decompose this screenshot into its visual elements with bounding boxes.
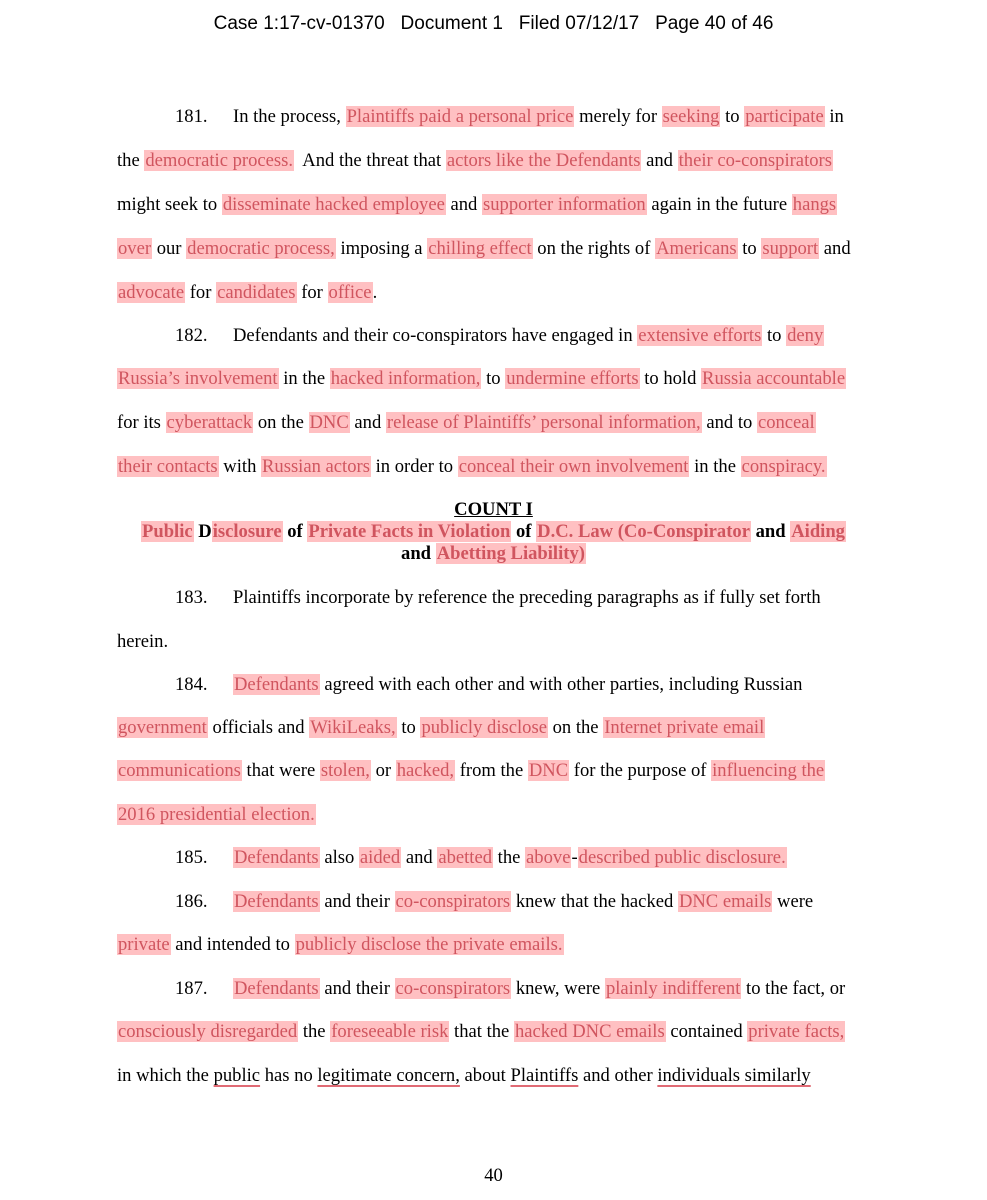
para-184-line-3: communications that were stolen, or hacked, from the DNC for the purpose of influencing the: [118, 760, 825, 781]
highlight: disseminate hacked employee: [222, 194, 445, 215]
highlight: Plaintiffs paid a personal price: [346, 106, 574, 127]
para-182-line-4: their contacts with Russian actors in order to conceal their own involvement in the conspiracy.: [118, 456, 826, 477]
highlight: actors like the Defendants: [446, 150, 641, 171]
para-number: 184.: [175, 674, 208, 695]
para-181-line-1: 181. In the process, Plaintiffs paid a personal price merely for seeking to participate in: [175, 106, 844, 127]
para-number: 186.: [175, 891, 208, 912]
highlight: Aiding: [791, 521, 845, 542]
highlight: participate: [745, 106, 824, 127]
highlight: 2016 presidential election.: [118, 804, 315, 825]
highlight: stolen,: [320, 760, 370, 781]
para-181-line-5: advocate for candidates for office.: [118, 282, 378, 303]
underline-mark: public: [213, 1065, 261, 1086]
highlight: Private Facts in Violation: [308, 521, 511, 542]
highlight: over: [118, 238, 152, 259]
highlight: publicly disclose: [421, 717, 547, 738]
highlight: Public: [142, 521, 193, 542]
highlight: release of Plaintiffs’ personal information,: [386, 412, 701, 433]
highlight: private facts,: [748, 1021, 845, 1042]
para-184-line-4: [117, 804, 316, 826]
highlight: office: [328, 282, 372, 303]
highlight: candidates: [217, 282, 296, 303]
highlight: supporter information: [483, 194, 646, 215]
para-186-line-1: 186. Defendants and their co-conspirators knew that the hacked DNC emails were: [175, 891, 814, 912]
highlight: influencing the: [712, 760, 825, 781]
para-187-line-2: consciously disregarded the foreseeable risk that the hacked DNC emails contained private facts,: [118, 1021, 845, 1042]
para-183-line-1: 183. Plaintiffs incorporate by reference the preceding paragraphs as if fully set forth: [175, 587, 821, 608]
highlight: democratic process.: [145, 150, 294, 171]
highlight: co-conspirators: [395, 891, 511, 912]
highlight: chilling effect: [428, 238, 532, 259]
highlight: isclosure: [212, 521, 282, 542]
highlight: foreseeable risk: [331, 1021, 449, 1042]
highlight: conceal: [757, 412, 815, 433]
para-182-line-3: for its cyberattack on the DNC and release of Plaintiffs’ personal information, and to conceal: [117, 412, 815, 433]
para-184-line-1: 184. Defendants agreed with each other and with other parties, including Russian: [175, 674, 803, 695]
highlight: D.C. Law (Co-Conspirator: [537, 521, 750, 542]
highlight: government: [118, 717, 207, 738]
highlight: publicly disclose the private emails.: [295, 934, 563, 955]
highlight: undermine efforts: [506, 368, 639, 389]
para-number: 182.: [175, 325, 208, 346]
highlight: seeking: [662, 106, 720, 127]
highlight: advocate: [118, 282, 185, 303]
count-heading-line-2: and Abetting Liability): [401, 543, 585, 564]
underline-mark: individuals similarly: [657, 1065, 811, 1086]
highlight: deny: [787, 325, 824, 346]
underline-mark: Plaintiffs: [510, 1065, 579, 1086]
para-182-line-2: Russia’s involvement in the hacked information, to undermine efforts to hold Russia accountable: [118, 368, 846, 389]
para-number: 183.: [175, 587, 208, 608]
highlight: described public disclosure.: [578, 847, 786, 868]
highlight: Americans: [656, 238, 737, 259]
para-187-line-3: in which the public has no legitimate concern, about Plaintiffs and other individuals similarly: [117, 1065, 811, 1086]
para-184-line-2: government officials and WikiLeaks, to publicly disclose on the Internet private email: [118, 717, 765, 738]
highlight: conspiracy.: [741, 456, 826, 477]
highlight: support: [762, 238, 819, 259]
count-title: COUNT I: [454, 499, 533, 520]
highlight: plainly indifferent: [605, 978, 741, 999]
para-number: 187.: [175, 978, 208, 999]
highlight: hacked information,: [330, 368, 481, 389]
highlight: conceal their own involvement: [458, 456, 689, 477]
highlight: abetted: [438, 847, 493, 868]
highlight: DNC: [309, 412, 349, 433]
para-182-line-1: 182. Defendants and their co-conspirators have engaged in extensive efforts to deny: [175, 325, 824, 346]
highlight: above: [526, 847, 571, 868]
para-number: 181.: [175, 106, 208, 127]
underline-mark: legitimate concern,: [317, 1065, 460, 1086]
highlight: Defendants: [234, 847, 319, 868]
highlight: extensive efforts: [638, 325, 762, 346]
para-185-line-1: 185. Defendants also aided and abetted the above-described public disclosure.: [175, 847, 786, 868]
highlight: democratic process,: [187, 238, 335, 259]
highlight: Russia accountable: [702, 368, 846, 389]
highlight: hangs: [792, 194, 837, 215]
highlight: WikiLeaks,: [310, 717, 396, 738]
para-number: 185.: [175, 847, 208, 868]
highlight: cyberattack: [166, 412, 253, 433]
highlight: aided: [359, 847, 401, 868]
highlight: hacked,: [396, 760, 455, 781]
para-181-line-3: might seek to disseminate hacked employee and supporter information again in the future hangs: [117, 194, 837, 215]
para-187-line-1: 187. Defendants and their co-conspirators knew, were plainly indifferent to the fact, or: [175, 978, 846, 999]
highlight: hacked DNC emails: [514, 1021, 665, 1042]
highlight: Russian actors: [262, 456, 370, 477]
highlight: Defendants: [234, 891, 319, 912]
highlight: DNC: [528, 760, 569, 781]
highlight: communications: [118, 760, 241, 781]
page-number: 40: [484, 1165, 503, 1186]
highlight: their co-conspirators: [678, 150, 832, 171]
highlight: Defendants: [234, 978, 319, 999]
para-183-line-2: herein.: [117, 631, 169, 652]
highlight: Abetting Liability): [436, 543, 585, 564]
case-header: Case 1:17-cv-01370 Document 1 Filed 07/12/17 Page 40 of 46: [213, 13, 774, 34]
para-181-line-4: over our democratic process, imposing a chilling effect on the rights of Americans to support and: [118, 238, 851, 259]
para-181-line-2: the democratic process. And the threat that actors like the Defendants and their co-conspirators: [117, 150, 832, 171]
highlight: co-conspirators: [395, 978, 511, 999]
highlight: private: [118, 934, 170, 955]
highlight: their contacts: [118, 456, 218, 477]
highlight: consciously disregarded: [118, 1021, 298, 1042]
para-186-line-2: private and intended to publicly disclose the private emails.: [118, 934, 563, 955]
highlight: Internet private email: [604, 717, 765, 738]
highlight: Russia’s involvement: [118, 368, 278, 389]
highlight: Defendants: [234, 674, 319, 695]
count-heading-line-1: Public Disclosure of Private Facts in Violation of D.C. Law (Co-Conspirator and Aiding: [142, 521, 845, 542]
highlight: DNC emails: [678, 891, 772, 912]
